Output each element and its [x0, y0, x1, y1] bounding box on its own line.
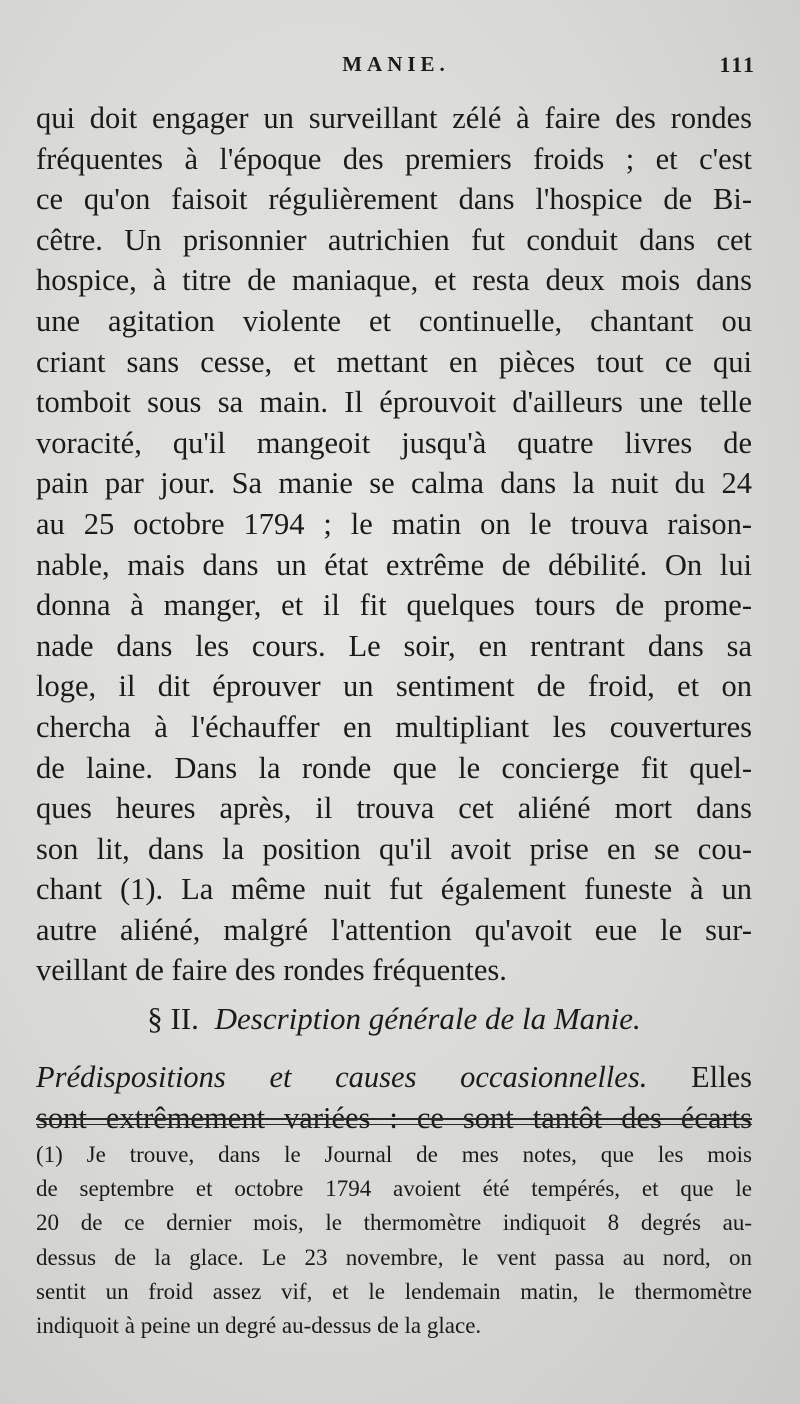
text-line: voracité, qu'il mangeoit jusqu'à quatre livres de: [36, 425, 752, 460]
footnote-rule: [36, 1118, 752, 1120]
section-mark: § II.: [147, 1001, 199, 1037]
text-line: ce qu'on faisoit régulièrement dans l'hospice de Bi-: [36, 182, 752, 217]
text-line: autre aliéné, malgré l'attention qu'avoit eue le sur-: [36, 912, 752, 947]
text-line: criant sans cesse, et mettant en pièces tout ce qui: [36, 344, 752, 379]
footnote-line: 20 de ce dernier mois, le thermomètre indiquoit 8 degrés au-: [36, 1210, 752, 1236]
paragraph-1: [36, 98, 752, 991]
text-line: veillant de faire des rondes fréquentes.: [36, 953, 507, 988]
paragraph-lead-rest: Elles: [647, 1060, 752, 1095]
paragraph-lead-italic: Prédispositions et causes occasionnelles.: [36, 1060, 648, 1095]
text-line: chant (1). La même nuit fut également funeste à un: [36, 872, 752, 907]
footnote-line: dessus de la glace. Le 23 novembre, le vent passa au nord, on: [36, 1244, 752, 1270]
text-line: hospice, à titre de maniaque, et resta deux mois dans: [36, 263, 752, 298]
section-heading: [36, 991, 752, 1047]
text-line: [36, 1057, 752, 1098]
footnote: [36, 1138, 752, 1343]
text-line: de laine. Dans la ronde que le concierge fit quel-: [36, 750, 752, 785]
footnote-rule-thin: [36, 1124, 752, 1125]
page-number: 111: [719, 52, 756, 77]
main-text: [36, 98, 752, 1138]
running-head: MANIE.: [342, 52, 450, 76]
paragraph-2: [36, 1057, 752, 1138]
text-line: ques heures après, il trouva cet aliéné mort dans: [36, 791, 752, 826]
text-line: au 25 octobre 1794 ; le matin on le trouva raison-: [36, 506, 752, 541]
text-line: nade dans les cours. Le soir, en rentrant dans sa: [36, 628, 752, 663]
text-line: tomboit sous sa main. Il éprouvoit d'ailleurs une telle: [36, 385, 752, 420]
text-line: loge, il dit éprouver un sentiment de froid, et on: [36, 669, 752, 704]
text-line: pain par jour. Sa manie se calma dans la nuit du 24: [36, 466, 752, 501]
footnote-line: (1) Je trouve, dans le Journal de mes notes, que les mois: [36, 1142, 752, 1167]
text-line: donna à manger, et il fit quelques tours de prome-: [36, 588, 752, 623]
text-line: nable, mais dans un état extrême de débilité. On lui: [36, 547, 752, 582]
text-line: chercha à l'échauffer en multipliant les couvertures: [36, 709, 752, 744]
text-line: sont extrêmement variées : ce sont tantôt des écarts: [36, 1100, 752, 1135]
text-line: son lit, dans la position qu'il avoit prise en se cou-: [36, 831, 752, 866]
text-line: fréquentes à l'époque des premiers froids ; et c'est: [36, 141, 752, 176]
footnote-line: indiquoit à peine un degré au-dessus de la glace.: [36, 1312, 482, 1338]
footnote-line: sentit un froid assez vif, et le lendemain matin, le thermomètre: [36, 1278, 752, 1304]
footnote-line: de septembre et octobre 1794 avoient été tempérés, et que le: [36, 1176, 752, 1202]
section-title: Description générale de la Manie.: [214, 1001, 641, 1037]
page-header: [36, 52, 756, 84]
text-line: une agitation violente et continuelle, chantant ou: [36, 303, 752, 338]
text-line: cêtre. Un prisonnier autrichien fut conduit dans cet: [36, 222, 752, 257]
text-line: qui doit engager un surveillant zélé à faire des rondes: [36, 101, 752, 135]
